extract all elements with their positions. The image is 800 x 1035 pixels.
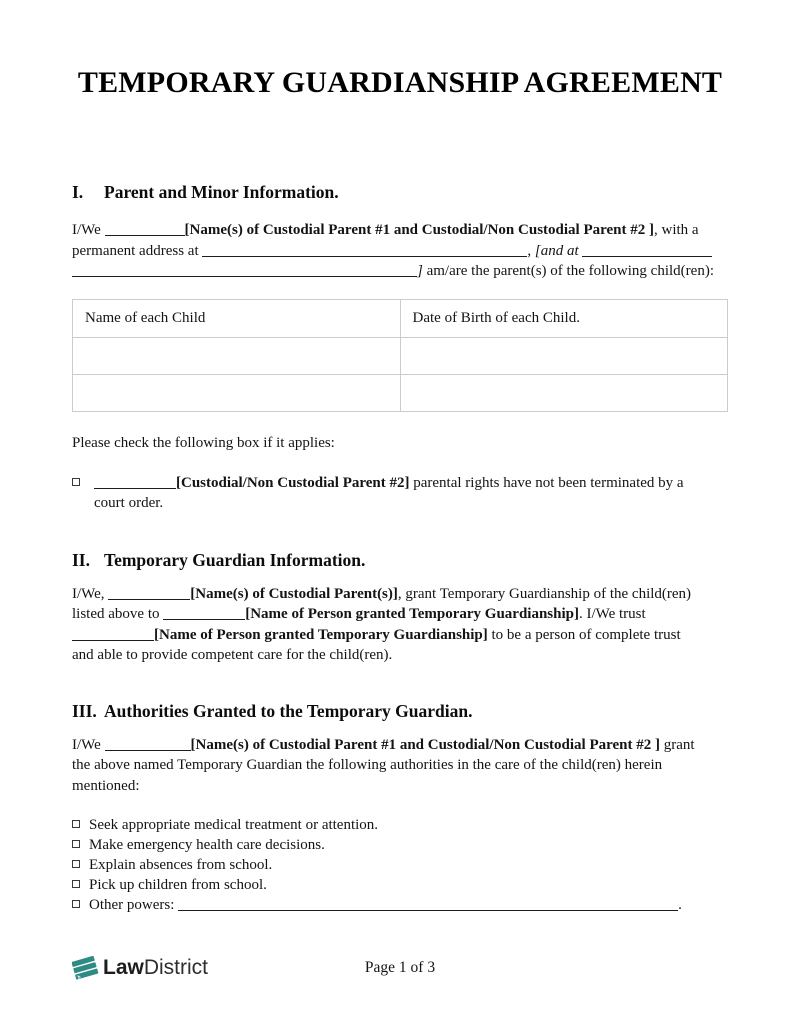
fill-in-blank[interactable]: [178, 899, 678, 911]
fill-in-blank[interactable]: [582, 245, 712, 257]
text-line: [72, 735, 728, 756]
text-run: . I/We trust: [578, 606, 646, 622]
fill-in-blank[interactable]: [202, 245, 527, 257]
text-run: listed above to: [72, 606, 164, 622]
text-run: [and at: [534, 242, 583, 259]
section-2-heading: [72, 548, 728, 572]
table-row: [73, 337, 728, 374]
section-1-paragraph: [72, 220, 728, 282]
logo-district-text: District: [143, 956, 209, 979]
checkbox-icon[interactable]: [72, 820, 80, 828]
document-title: TEMPORARY GUARDIANSHIP AGREEMENT: [77, 66, 723, 99]
text-run: Other powers:: [89, 897, 179, 913]
checklist-item-label: [89, 835, 325, 855]
checklist-item-label: [89, 875, 267, 895]
text-run: ]: [417, 263, 427, 279]
checklist-item-label: [89, 815, 378, 835]
text-run: [Name(s) of Custodial Parent #1 and Custodial/Non Custodial Parent #2 ]: [184, 222, 654, 238]
text-run: I/We: [72, 222, 105, 238]
text-run: parental rights have not been terminated by a: [409, 474, 684, 491]
text-run: and able to provide competent care for the child(ren).: [72, 647, 393, 663]
logo-law-text: Law: [103, 956, 144, 979]
checkbox-icon[interactable]: [72, 478, 80, 486]
section-2-paragraph: [72, 584, 728, 666]
text-line: [72, 261, 728, 282]
text-run: [Custodial/Non Custodial Parent #2]: [176, 474, 410, 491]
text-run: grant: [660, 736, 695, 753]
child-dob-cell[interactable]: [400, 337, 728, 374]
text-line: [94, 473, 684, 494]
section-2-heading-text: Temporary Guardian Information.: [104, 549, 366, 570]
text-run: , grant Temporary Guardianship of the child(ren): [397, 585, 692, 602]
checklist-item-other-powers: [72, 895, 728, 915]
text-run: to be a person of complete trust: [487, 626, 681, 643]
section-1-heading: [72, 180, 728, 204]
fill-in-blank[interactable]: [105, 224, 185, 236]
text-line: [72, 645, 728, 666]
checkbox-icon[interactable]: [72, 860, 80, 868]
text-run: [Name(s) of Custodial Parent(s)]: [190, 585, 398, 602]
children-table-header-row: [73, 299, 728, 337]
text-run: I/We,: [72, 585, 109, 602]
fill-in-blank[interactable]: [72, 629, 154, 641]
checkbox-icon[interactable]: [72, 840, 80, 848]
section-2-numeral: II.: [72, 549, 90, 570]
fill-in-blank[interactable]: [72, 265, 417, 277]
text-run: Explain absences from school.: [89, 857, 273, 873]
text-run: Make emergency health care decisions.: [89, 837, 325, 853]
fill-in-blank[interactable]: [94, 477, 176, 489]
children-table: [72, 299, 728, 412]
table-header-child-name: Name of each Child: [73, 299, 401, 337]
text-line: [72, 241, 728, 262]
section-3-numeral: III.: [72, 700, 97, 721]
child-name-cell[interactable]: [73, 374, 401, 411]
check-prompt: Please check the following box if it applies:: [72, 434, 335, 451]
text-run: .: [678, 897, 682, 913]
text-run: court order.: [94, 495, 164, 511]
text-run: I/We: [72, 736, 105, 753]
text-run: , with a: [654, 222, 699, 238]
lawdistrict-stacked-cards-icon: [72, 955, 99, 981]
page-number-label: Page 1 of 3: [364, 959, 436, 976]
text-run: mentioned:: [72, 777, 140, 794]
text-run: [Name of Person granted Temporary Guardianship]: [245, 606, 579, 622]
logo-wordmark: [103, 956, 208, 980]
text-run: [Name(s) of Custodial Parent #1 and Custodial/Non Custodial Parent #2 ]: [190, 736, 660, 753]
text-run: Pick up children from school.: [89, 877, 267, 893]
table-header-child-dob: Date of Birth of each Child.: [400, 299, 728, 337]
text-run: ,: [527, 242, 535, 259]
checklist-item-medical: [72, 815, 728, 835]
checkbox-icon[interactable]: [72, 900, 80, 908]
authorities-checklist: [72, 815, 728, 915]
checklist-item-absences: [72, 855, 728, 875]
checkbox-icon[interactable]: [72, 880, 80, 888]
checklist-item-label: [89, 855, 272, 875]
text-line: [72, 776, 728, 797]
lawdistrict-logo: [72, 955, 208, 981]
child-dob-cell[interactable]: [400, 374, 728, 411]
fill-in-blank[interactable]: [108, 588, 190, 600]
text-line: [72, 625, 728, 646]
parental-rights-checkbox-item: [72, 473, 728, 514]
text-run: [Name of Person granted Temporary Guardianship]: [154, 626, 488, 643]
text-line: [72, 584, 728, 605]
text-line: [72, 604, 728, 625]
fill-in-blank[interactable]: [105, 739, 191, 751]
table-row: [73, 374, 728, 411]
text-run: am/are the parent(s) of the following child(ren):: [426, 263, 714, 279]
checklist-item-label: [89, 895, 682, 915]
section-3-heading: [72, 699, 728, 723]
text-line: [72, 220, 728, 241]
child-name-cell[interactable]: [73, 337, 401, 374]
page-footer: [72, 953, 728, 983]
text-run: the above named Temporary Guardian the following authorities in the care of the child(ren) herein: [72, 757, 663, 773]
text-line: [94, 493, 684, 514]
fill-in-blank[interactable]: [163, 608, 245, 620]
checklist-item-emergency: [72, 835, 728, 855]
svg-text:b: b: [76, 974, 82, 980]
checklist-item-pickup: [72, 875, 728, 895]
text-line: [72, 755, 728, 776]
section-1-heading-text: Parent and Minor Information.: [104, 182, 339, 202]
section-3-heading-text: Authorities Granted to the Temporary Guardian.: [104, 700, 473, 721]
section-1-numeral: I.: [72, 182, 84, 202]
text-run: Seek appropriate medical treatment or attention.: [89, 817, 379, 833]
section-3-paragraph: [72, 735, 728, 797]
parental-rights-statement: [94, 473, 684, 514]
text-run: permanent address at: [72, 242, 203, 259]
